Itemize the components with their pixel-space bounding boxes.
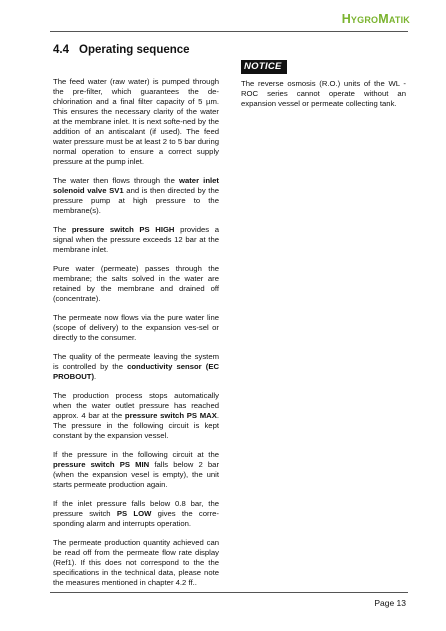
bold-term: pressure switch PS HIGH	[71, 225, 175, 234]
text-run: provides a signal when the pressure exceeds 12 bar at the membrane inlet.	[53, 225, 219, 254]
text-run: falls below 2 bar (when the expansion vesel is empty), the unit starts permeate production again.	[53, 460, 220, 489]
footer-divider	[50, 592, 408, 593]
logo-letter: M	[378, 12, 389, 26]
text-run: The	[53, 225, 72, 234]
text-run: The permeate now flows via the pure water line (scope of delivery) to the expansion ves-sel or directly to the consumer.	[53, 313, 219, 342]
brand-logo	[342, 10, 410, 28]
text-run: .	[94, 372, 97, 381]
text-run: and is then directed by the pressure pump at high pressure to the membrane(s).	[53, 186, 219, 215]
body-paragraph	[53, 391, 219, 441]
notice-badge: NOTICE	[241, 60, 287, 74]
section-number: 4.4	[53, 44, 69, 56]
section-title: Operating sequence	[79, 44, 190, 56]
body-paragraph	[53, 225, 219, 255]
body-paragraph	[53, 313, 219, 343]
notice-text: The reverse osmosis (R.O.) units of the WL - ROC series cannot operate without an expansion vessel or permeate collecting tank.	[241, 79, 406, 108]
body-text-column	[53, 77, 219, 597]
body-paragraph	[53, 77, 219, 167]
text-run: gives the corre-sponding alarm and interrupts operation.	[53, 509, 219, 528]
body-paragraph	[53, 352, 219, 382]
section-heading	[53, 44, 190, 56]
logo-letters: YGRO	[350, 15, 379, 25]
text-run: The feed water (raw water) is pumped through the pre-filter, which guarantees the de-chlorination and a final filter capacity of 5 µm. This ensures the necessary clarity of the water at the membrane inlet. It is next softe-ned by the addition of an antiscalant (if used). The feed water pressure must be at least 2 to 5 bar during normal operation to ensure a correct supply pressure at the pump inlet.	[53, 77, 219, 166]
bold-term: conductivity sensor (EC PROBOUT)	[53, 362, 219, 381]
text-run: If the pressure in the following circuit at the	[53, 450, 219, 459]
logo-letter: H	[341, 12, 351, 26]
text-run: The quality of the permeate leaving the system is controlled by the	[53, 352, 219, 371]
notice-box	[241, 56, 406, 109]
body-paragraph	[53, 499, 219, 529]
bold-term: pressure switch PS MIN	[53, 460, 150, 469]
bold-term: PS LOW	[116, 509, 152, 518]
body-paragraph	[53, 538, 219, 588]
text-run: If the inlet pressure falls below 0.8 bar, the pressure switch	[53, 499, 219, 518]
page-number: Page 13	[374, 598, 406, 608]
text-run: The production process stops automatically when the water outlet pressure has reached approx. 4 bar at the	[53, 391, 219, 420]
text-run: Pure water (permeate) passes through the membrane; the salts solved in the water are retained by the membrane and drained off (concentrate).	[53, 264, 219, 303]
body-paragraph	[53, 450, 219, 490]
text-run: The permeate production quantity achieved can be read off from the permeate flow rate display (Ref1). If this does not correspond to the the specifications in the technical data, please note the measures mentioned in chapter 4.2 ff..	[53, 538, 219, 587]
body-paragraph	[53, 264, 219, 304]
logo-letters: ATIK	[388, 15, 410, 25]
header-divider	[50, 31, 408, 32]
bold-term: pressure switch PS MAX	[124, 411, 217, 420]
bold-term: water inlet solenoid valve SV1	[53, 176, 219, 195]
body-paragraph	[53, 176, 219, 216]
text-run: The water then flows through the	[53, 176, 179, 185]
text-run: . The pressure in the following circuit is kept constant by the expansion vessel.	[53, 411, 219, 440]
